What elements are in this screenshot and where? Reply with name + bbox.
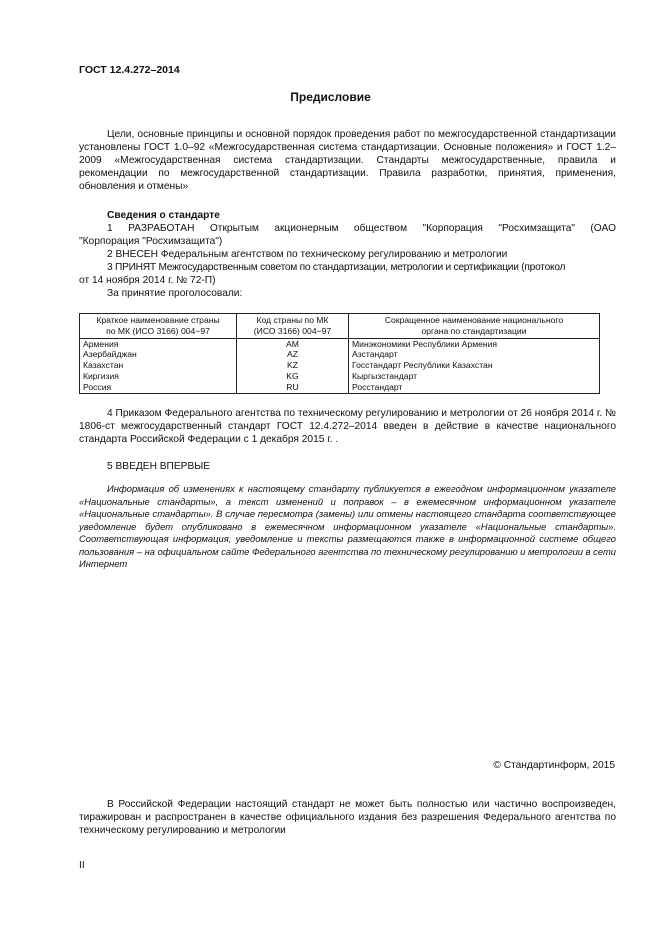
standard-code: ГОСТ 12.4.272–2014 bbox=[79, 64, 180, 76]
intro-paragraph: Цели, основные принципы и основной порядок проведения работ по межгосударственной стандартизации установлены ГОСТ 1.0–92 «Межгосударственная система стандартизации. Основные положения» и ГОСТ 1.2–2009 «Межгосударственная система стандартизации. Стандарты межгосударственные, правила и рекомендации по межгосударственной стандартизации. Правила разработки, принятия, применения, обновления и отмены» bbox=[79, 129, 616, 192]
item-3-line-2: от 14 ноября 2014 г. № 72-П) bbox=[79, 275, 216, 286]
header-country-line-1: Краткое наименование страны bbox=[96, 315, 220, 325]
copyright: © Стандартинформ, 2015 bbox=[493, 760, 615, 771]
cell-country: Россия bbox=[80, 382, 237, 393]
countries-table bbox=[79, 313, 600, 394]
cell-country: Азербайджан bbox=[80, 349, 237, 360]
table-row bbox=[80, 382, 600, 393]
cell-agency: Госстандарт Республики Казахстан bbox=[349, 360, 600, 371]
cell-country: Армения bbox=[80, 338, 237, 349]
item-1-line-1: 1 РАЗРАБОТАН Открытым акционерным обществом "Корпорация "Росхимзащита" (ОАО bbox=[107, 223, 616, 234]
table-row bbox=[80, 338, 600, 349]
cell-code: KZ bbox=[237, 360, 349, 371]
table-row bbox=[80, 371, 600, 382]
cell-code: KG bbox=[237, 371, 349, 382]
item-4: 4 Приказом Федерального агентства по техническому регулированию и метрологии от 26 ноября 2014 г. № 1806-ст межгосударственный стандарт ГОСТ 12.4.272–2014 введен в действие в качестве национального стандарта Российской Федерации с 1 декабря 2015 г. . bbox=[79, 408, 616, 445]
info-heading: Сведения о стандарте bbox=[107, 210, 220, 221]
cell-agency: Минэкономики Республики Армения bbox=[349, 338, 600, 349]
cell-agency: Кыргызстандарт bbox=[349, 371, 600, 382]
cell-agency: Азстандарт bbox=[349, 349, 600, 360]
cell-code: RU bbox=[237, 382, 349, 393]
voted-label: За принятие проголосовали: bbox=[107, 288, 243, 299]
cell-code: AM bbox=[237, 338, 349, 349]
header-country bbox=[80, 314, 237, 339]
cell-agency: Росстандарт bbox=[349, 382, 600, 393]
item-1 bbox=[79, 222, 616, 248]
cell-country: Киргизия bbox=[80, 371, 237, 382]
header-country-line-2: по МК (ИСО 3166) 004−97 bbox=[106, 325, 210, 336]
page-number: II bbox=[79, 860, 85, 871]
cell-country: Казахстан bbox=[80, 360, 237, 371]
amendments-info: Информация об изменениях к настоящему стандарту публикуется в ежегодном информационном указателе «Национальные стандарты», а текст изменений и поправок – в ежемесячном информационном указателе «Национальные стандарты». В случае пересмотра (замены) или отмены настоящего стандарта соответствующее уведомление будет опубликовано в ежемесячном информационном указателе «Национальные стандарты». Соответствующая информация, уведомление и тексты размещаются также в информационной системе общего пользования – на официальном сайте Федерального агентства по техническому регулированию и метрологии в сети Интернет bbox=[79, 483, 616, 569]
table-row bbox=[80, 349, 600, 360]
item-3 bbox=[79, 261, 616, 287]
header-code-line-2: (ИСО 3166) 004−97 bbox=[253, 325, 332, 336]
table-header-row bbox=[80, 314, 600, 339]
header-agency-line-1: Сокращенное наименование национального bbox=[384, 315, 564, 325]
item-5: 5 ВВЕДЕН ВПЕРВЫЕ bbox=[107, 461, 211, 472]
cell-code: AZ bbox=[237, 349, 349, 360]
item-3-line-1: 3 ПРИНЯТ Межгосударственным советом по стандартизации, метрологии и сертификации (протокол bbox=[107, 262, 566, 273]
item-2: 2 ВНЕСЕН Федеральным агентством по техническому регулированию и метрологии bbox=[107, 249, 508, 260]
table-row bbox=[80, 360, 600, 371]
page-title: Предисловие bbox=[290, 90, 371, 104]
header-code-line-1: Код страны по МК bbox=[256, 315, 329, 325]
header-agency bbox=[349, 314, 600, 339]
item-1-line-2: "Корпорация "Росхимзащита") bbox=[79, 236, 223, 247]
header-code bbox=[237, 314, 349, 339]
header-agency-line-2: органа по стандартизации bbox=[421, 325, 527, 336]
rights-notice: В Российской Федерации настоящий стандарт не может быть полностью или частично воспроизведен, тиражирован и распространен в качестве официального издания без разрешения Федерального агентства по техническому регулированию и метрологии bbox=[79, 799, 616, 836]
